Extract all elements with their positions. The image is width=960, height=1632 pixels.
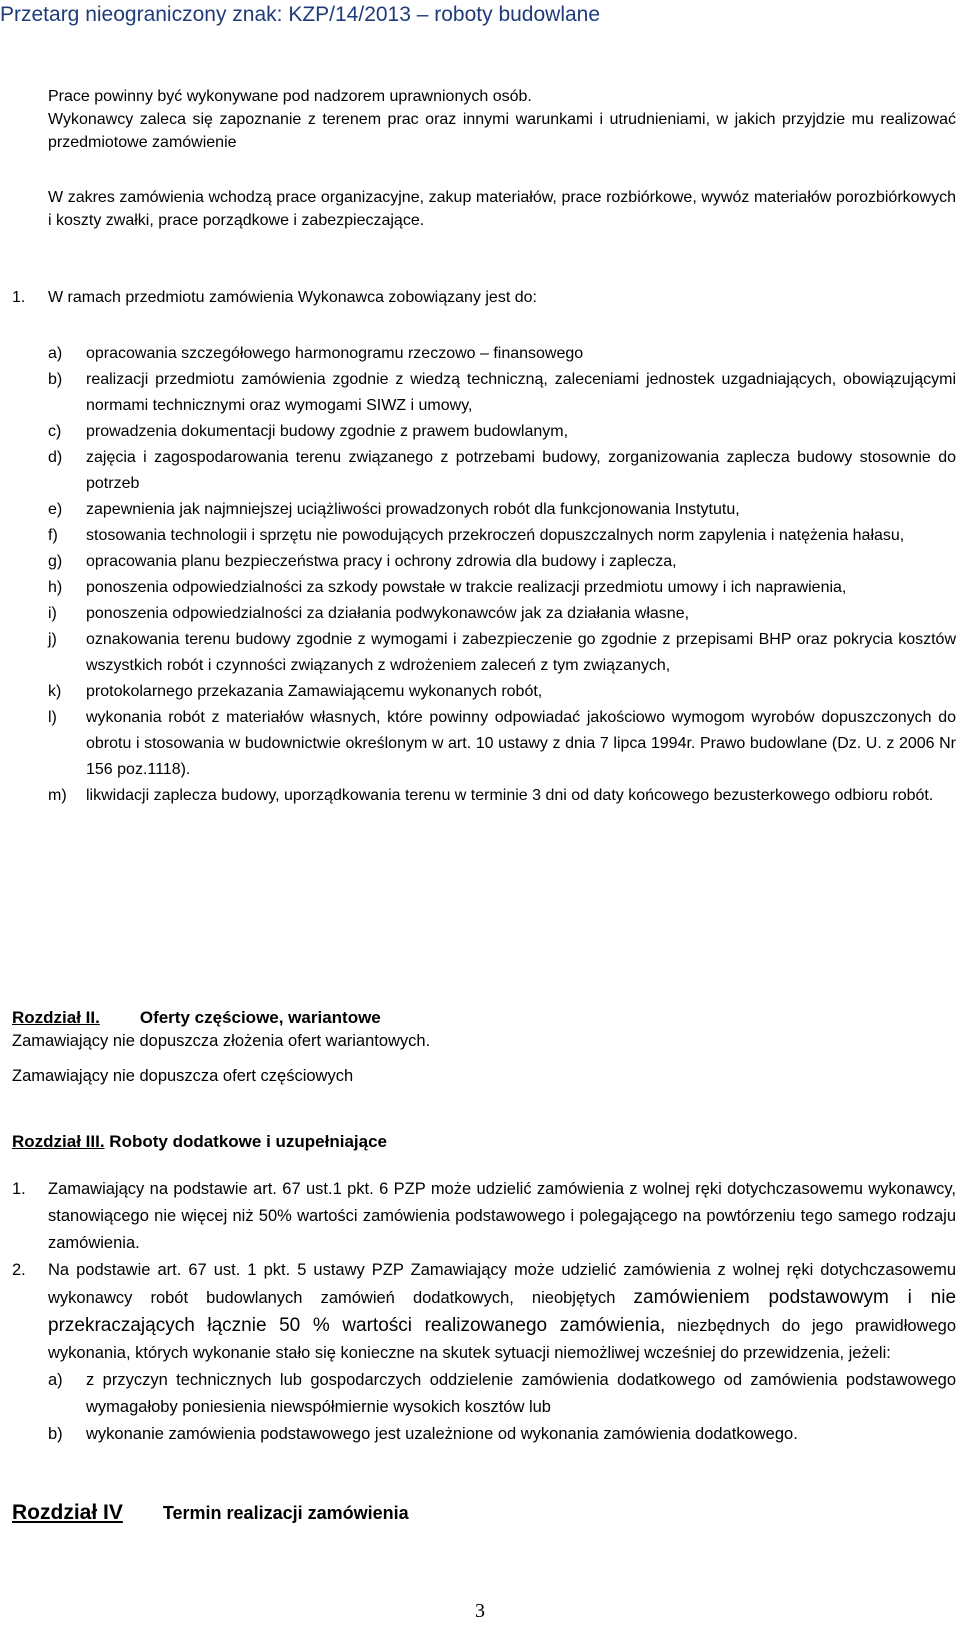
list-item: [48, 549, 956, 575]
chapter-3-sublist: [12, 1367, 956, 1448]
intro-paragraph-1: Prace powinny być wykonywane pod nadzorem uprawnionych osób.: [48, 88, 532, 105]
chapter-4-label: Rozdział IV: [12, 1501, 123, 1524]
chapter-3-list: [12, 1176, 956, 1448]
obligations-lead-text: W ramach przedmiotu zamówienia Wykonawca zobowiązany jest do:: [48, 289, 537, 306]
list-item-text: stosowania technologii i sprzętu nie powodujących przekroczeń dopuszczalnych norm zapylenia i natężenia hałasu,: [86, 527, 905, 544]
list-item: [48, 1367, 956, 1421]
list-marker: l): [48, 709, 57, 726]
chapter-3-title: Roboty dodatkowe i uzupełniające: [109, 1132, 387, 1151]
list-item-text: z przyczyn technicznych lub gospodarczych oddzielenie zamówienia dodatkowego od zamówienia podstawowego wymagałoby poniesienia niewspółmiernie wysokich kosztów lub: [86, 1371, 956, 1416]
list-item-text: wykonania robót z materiałów własnych, które powinny odpowiadać jakościowo wymogom wyrobów dopuszczonych do obrotu i stosowania w budownictwie określonym w art. 10 ustawy z dnia 7 lipca 1994r. Prawo budowlane (Dz. U. z 2006 Nr 156 poz.1118).: [86, 709, 956, 778]
list-item: [12, 1257, 956, 1367]
list-item-text: protokolarnego przekazania Zamawiającemu wykonanych robót,: [86, 683, 543, 700]
list-marker: f): [48, 527, 58, 544]
list-item-text: ponoszenia odpowiedzialności za szkody powstałe w trakcie realizacji przedmiotu umowy i ich naprawienia,: [86, 579, 847, 596]
list-item: [48, 1421, 956, 1448]
chapter-2-title: Oferty częściowe, wariantowe: [139, 1008, 381, 1027]
obligations-number: 1.: [12, 289, 26, 306]
list-marker: k): [48, 683, 62, 700]
list-marker: b): [48, 1425, 63, 1443]
list-marker: d): [48, 449, 63, 466]
list-item-text: zajęcia i zagospodarowania terenu związanego z potrzebami budowy, zorganizowania zaplecza budowy stosownie do potrzeb: [86, 449, 956, 492]
list-item: [48, 601, 956, 627]
list-item-text: prowadzenia dokumentacji budowy zgodnie z prawem budowlanym,: [86, 423, 569, 440]
chapter-2-line-1: Zamawiający nie dopuszcza złożenia ofert wariantowych.: [12, 1032, 431, 1050]
list-item-text: zapewnienia jak najmniejszej uciążliwości prowadzonych robót dla funkcjonowania Instytutu,: [86, 501, 740, 518]
list-item: [48, 497, 956, 523]
intro-paragraph-3: W zakres zamówienia wchodzą prace organizacyjne, zakup materiałów, prace rozbiórkowe, wywóz materiałów porozbiórkowych i koszty zwałki, prace porządkowe i zabezpieczające.: [48, 189, 956, 229]
header-title: Przetarg nieograniczony znak: KZP/14/2013 – roboty budowlane: [0, 3, 601, 26]
list-marker: i): [48, 605, 57, 622]
chapter-2-label: Rozdział II.: [12, 1008, 100, 1027]
list-marker: m): [48, 787, 67, 804]
list-marker: j): [48, 631, 57, 648]
list-item-text: [48, 1257, 956, 1367]
list-marker: h): [48, 579, 63, 596]
list-item: [48, 705, 956, 783]
list-item: [12, 1176, 956, 1257]
intro-paragraph-2: Wykonawcy zaleca się zapoznanie z terenem prac oraz innymi warunkami i utrudnieniami, w jakich przyjdzie mu realizować przedmiotowe zamówienie: [48, 111, 956, 151]
list-marker: c): [48, 423, 62, 440]
list-item: [48, 419, 956, 445]
obligations-list: [48, 341, 956, 809]
chapter-3-heading: [12, 1132, 387, 1152]
list-item-text: ponoszenia odpowiedzialności za działania podwykonawców jak za działania własne,: [86, 605, 690, 622]
list-marker: 1.: [12, 1180, 26, 1198]
chapter-2-line-2: Zamawiający nie dopuszcza ofert częściowych: [12, 1067, 354, 1085]
list-marker: a): [48, 1371, 63, 1389]
list-marker: e): [48, 501, 63, 518]
list-item: [48, 783, 956, 809]
list-item-text: likwidacji zaplecza budowy, uporządkowania terenu w terminie 3 dni od daty końcowego bezusterkowego odbioru robót.: [86, 787, 934, 804]
list-item-text: opracowania planu bezpieczeństwa pracy i ochrony zdrowia dla budowy i zaplecza,: [86, 553, 677, 570]
list-item: [48, 523, 956, 549]
item-2-text-b: zamówieniem podstawowym i nie przekraczających łącznie 50 % wartości realizowanego zamówienia,: [48, 1287, 957, 1336]
list-item: [48, 679, 956, 705]
list-item-text: oznakowania terenu budowy zgodnie z wymogami i zabezpieczenie go zgodnie z przepisami BHP oraz pokrycia kosztów wszystkich robót i czynności związanych z wdrożeniem zaleceń z tym związanych,: [86, 631, 956, 674]
chapter-3-label: Rozdział III.: [12, 1132, 105, 1151]
list-item: [48, 367, 956, 419]
chapter-4-title: Termin realizacji zamówienia: [162, 1503, 409, 1523]
list-marker: a): [48, 345, 63, 362]
list-item: [48, 575, 956, 601]
list-item: [48, 445, 956, 497]
list-item-text: realizacji przedmiotu zamówienia zgodnie z wiedzą techniczną, zaleceniami jednostek uzgadniających, obowiązującymi normami technicznymi oraz wymogami SIWZ i umowy,: [86, 371, 956, 414]
list-item-text: wykonanie zamówienia podstawowego jest uzależnione od wykonania zamówienia dodatkowego.: [86, 1425, 798, 1443]
obligations-lead: [12, 286, 956, 309]
page-number: 3: [475, 1600, 485, 1622]
document-header: [0, 0, 960, 27]
list-item-text: opracowania szczegółowego harmonogramu rzeczowo – finansowego: [86, 345, 584, 362]
list-item: [48, 627, 956, 679]
chapter-2-heading: [12, 1008, 381, 1028]
item-2-text-c: niezbędnych do jego prawidłowego wykonania, których wykonanie stało się konieczne na skutek sytuacji niemożliwej wcześniej do przewidzenia, jeżeli:: [48, 1317, 956, 1362]
list-item-text: Zamawiający na podstawie art. 67 ust.1 pkt. 6 PZP może udzielić zamówienia z wolnej ręki dotychczasowemu wykonawcy, stanowiącego nie więcej niż 50% wartości zamówienia podstawowego i polegającego na powtórzeniu tego samego rodzaju zamówienia.: [48, 1180, 956, 1252]
item-2-text-a: Na podstawie art. 67 ust. 1 pkt. 5 ustawy PZP Zamawiający może udzielić zamówienia z wolnej ręki dotychczasowemu wykonawcy robót budowlanych zamówień dodatkowych, nieobjętych: [48, 1261, 956, 1307]
list-item: [48, 341, 956, 367]
list-marker: b): [48, 371, 63, 388]
chapter-4-heading: [12, 1501, 409, 1525]
list-marker: g): [48, 553, 63, 570]
list-marker: 2.: [12, 1261, 26, 1279]
